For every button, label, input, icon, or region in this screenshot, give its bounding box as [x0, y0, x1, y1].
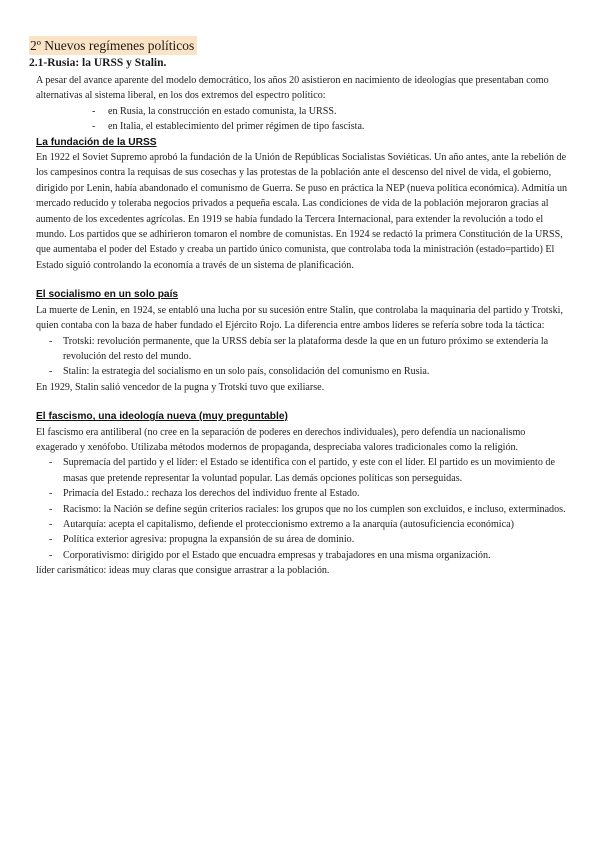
- document-body: [36, 73, 568, 579]
- list-item: - Trotski: revolución permanente, que la URSS debía ser la plataforma desde la que en un futuro próximo se extendería la revolución del resto del mundo.: [49, 335, 549, 362]
- list-item: - Racismo: la Nación se define según criterios raciales: los grupos que no los cumplen son excluidos, e incluso, exterminados.: [49, 503, 566, 515]
- title-row: [29, 36, 197, 55]
- list-item-text: en Rusia, la construcción en estado comunista, la URSS.: [108, 105, 337, 117]
- list-item-text: Stalin: la estrategia del socialismo en un solo país, consolidación del comunismo en Rusia.: [63, 366, 430, 378]
- paragraph-socialismo-closing: En 1929, Stalin salió vencedor de la pugna y Trotski tuvo que exiliarse.: [36, 381, 325, 393]
- list-item-text: en Italia, el establecimiento del primer régimen de tipo fascista.: [108, 121, 365, 133]
- list-item: - Primacía del Estado.: rechaza los derechos del individuo frente al Estado.: [49, 488, 360, 500]
- document-title: 2º Nuevos regímenes políticos: [29, 36, 197, 55]
- list-item: - en Rusia, la construcción en estado comunista, la URSS.: [92, 105, 337, 117]
- list-item-text: Autarquía: acepta el capitalismo, defiende el proteccionismo extremo a la anarquía (autosuficiencia económica): [63, 518, 514, 530]
- paragraph-fundacion-urss: En 1922 el Soviet Supremo aprobó la fundación de la Unión de Repúblicas Socialistas Soviéticas. Un año antes, ante la rebelión de los campesinos contra la requisas de sus cosechas y las protestas de la población ante el descenso del nivel de vida, el gobierno, dirigido por Lenin, había abandonado el comunismo de Guerra. Se puso en práctica la NEP (nueva política económica). Admitía un mercado reducido y toleraba negocios privados a pequeña escala. Las condiciones de vida de la población mejoraron gracias al aumento de los excedentes agrícolas. En 1919 se había fundado la Tercera Internacional, para extender la revolución a todo el mundo. Los partidos que se adhirieron tomaron el nombre de comunistas. En 1924 se redactó la primera Constitución de la URSS, que aumentaba el poder del Estado y creaba un partido único comunista, que controlaba toda la ministración (estado=partido) El Estado siguió controlando la economía a través de un sistema de planificación.: [36, 152, 568, 271]
- list-item: - Supremacía del partido y el líder: el Estado se identifica con el partido, y este con el líder. El partido es un movimiento de masas que pretende representar la voluntad popular. Las demás opciones políticas son perseguidas.: [49, 457, 555, 484]
- list-item-text: Trotski: revolución permanente, que la URSS debía ser la plataforma desde la que en un futuro próximo se extendería la revolución del resto del mundo.: [63, 335, 549, 362]
- list-item: - Stalin: la estrategia del socialismo en un solo país, consolidación del comunismo en Rusia.: [49, 366, 430, 378]
- spacer: [36, 395, 568, 409]
- list-item-text: Primacía del Estado.: rechaza los derechos del individuo frente al Estado.: [63, 488, 360, 500]
- paragraph-fascismo-closing: líder carismático: ideas muy claras que consigue arrastrar a la población.: [36, 565, 330, 577]
- list-item: - en Italia, el establecimiento del primer régimen de tipo fascista.: [92, 121, 365, 133]
- list-item-text: Corporativismo: dirigido por el Estado que encuadra empresas y trabajadores en una misma organización.: [63, 549, 491, 561]
- heading-socialismo: El socialismo en un solo país: [36, 289, 179, 301]
- intro-list: [36, 104, 568, 135]
- list-item: - Política exterior agresiva: propugna la expansión de su área de dominio.: [49, 534, 355, 546]
- list-item-text: Supremacía del partido y el líder: el Estado se identifica con el partido, y este con el líder. El partido es un movimiento de masas que pretende representar la voluntad popular. Las demás opciones políticas son perseguidas.: [63, 457, 555, 484]
- intro-paragraph: A pesar del avance aparente del modelo democrático, los años 20 asistieron en nacimiento de ideologías que presentaban como alternativas al sistema liberal, en los dos extremos del espectro político:: [36, 75, 549, 102]
- list-item-text: Racismo: la Nación se define según criterios raciales: los grupos que no los cumplen son excluidos, e incluso, exterminados.: [63, 503, 566, 515]
- socialismo-list: [36, 334, 568, 380]
- heading-fascismo: El fascismo, una ideología nueva (muy preguntable): [36, 411, 288, 423]
- list-item: - Corporativismo: dirigido por el Estado que encuadra empresas y trabajadores en una misma organización.: [49, 549, 491, 561]
- list-item-text: Política exterior agresiva: propugna la expansión de su área de dominio.: [63, 534, 355, 546]
- heading-fundacion-urss: La fundación de la URSS: [36, 136, 157, 148]
- fascismo-list: [36, 455, 568, 563]
- list-item: - Autarquía: acepta el capitalismo, defiende el proteccionismo extremo a la anarquía (autosuficiencia económica): [49, 518, 514, 530]
- paragraph-socialismo: La muerte de Lenin, en 1924, se entabló una lucha por su sucesión entre Stalin, que controlaba la maquinaria del partido y Trotski, quien contaba con la baza de haber fundado el Ejército Rojo. La diferencia entre ambos líderes se refería sobre toda la táctica:: [36, 304, 563, 332]
- spacer: [36, 273, 568, 287]
- paragraph-fascismo: El fascismo era antiliberal (no cree en la separación de poderes en derechos individuales), pero defendía un nacionalismo exagerado y xenófobo. Utilizaba métodos modernos de propaganda, despreciaba valores tradicionales como la religión.: [36, 426, 526, 453]
- section-subtitle: 2.1-Rusia: la URSS y Stalin.: [29, 57, 167, 69]
